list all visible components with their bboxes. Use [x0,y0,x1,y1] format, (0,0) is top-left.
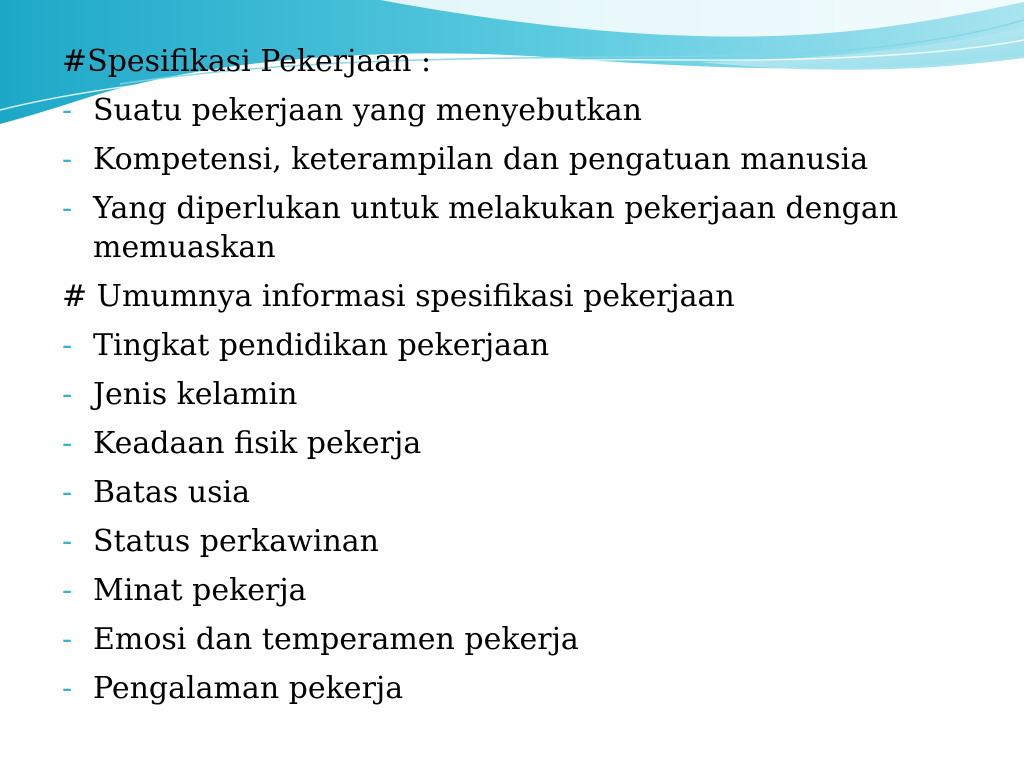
list-item [0,86,1024,135]
bullet-dash: - [62,191,73,226]
bullet-dash: - [62,142,73,177]
list-item [0,135,1024,184]
heading-text: # Umumnya informasi spesifikasi pekerjaan [62,279,735,314]
list-item-text: Status perkawinan [93,524,379,559]
bullet-dash: - [62,573,73,608]
list-item [0,468,1024,517]
list-item-text: Keadaan fisik pekerja [93,426,422,461]
list-item-text: Emosi dan temperamen pekerja [93,622,579,657]
list-item-text: Yang diperlukan untuk melakukan pekerjaan dengan memuaskan [93,191,899,265]
section-heading-spesifikasi [0,37,1024,86]
list-item-text: Tingkat pendidikan pekerjaan [93,328,550,363]
list-item-text: Minat pekerja [93,573,307,608]
list-item [0,370,1024,419]
bullet-dash: - [62,328,73,363]
list-item-text: Pengalaman pekerja [93,671,404,706]
list-item-text: Kompetensi, keterampilan dan pengatuan manusia [93,142,869,177]
list-item-text: Batas usia [93,475,251,510]
heading-text: #Spesifikasi Pekerjaan : [62,44,432,79]
list-item [0,517,1024,566]
bullet-dash: - [62,475,73,510]
list-item-text: Jenis kelamin [93,377,298,412]
bullet-dash: - [62,622,73,657]
list-item [0,566,1024,615]
bullet-dash: - [62,377,73,412]
slide-content [0,37,1024,713]
list-item [0,184,963,272]
list-item [0,615,1024,664]
bullet-dash: - [62,426,73,461]
bullet-dash: - [62,93,73,128]
bullet-dash: - [62,524,73,559]
bullet-dash: - [62,671,73,706]
list-item [0,321,1024,370]
section-heading-umumnya [0,272,1024,321]
list-item [0,419,1024,468]
list-item-text: Suatu pekerjaan yang menyebutkan [93,93,642,128]
list-item [0,664,1024,713]
